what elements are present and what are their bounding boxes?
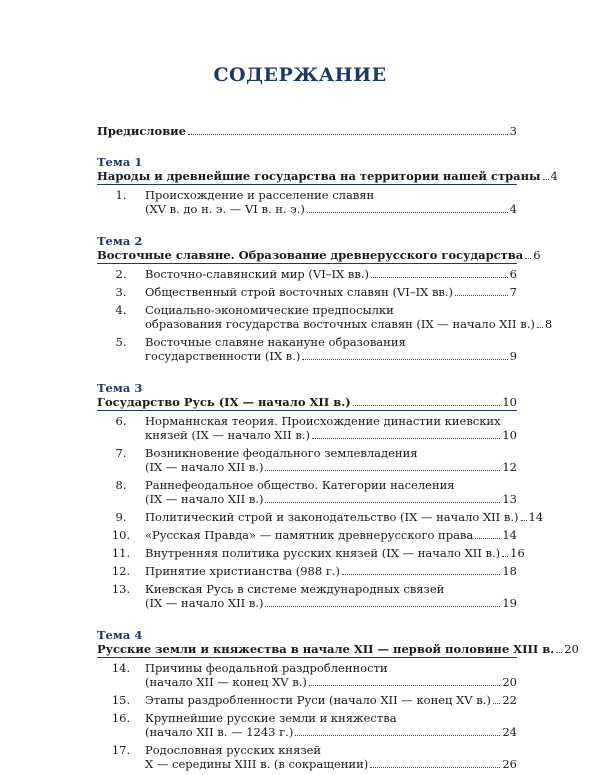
page-number: 20 [564,642,579,656]
page-number: 14 [502,528,517,542]
topic-title-row[interactable] [97,169,558,185]
toc-entry[interactable] [97,188,517,216]
topic-title-row[interactable] [97,248,541,264]
entry-text-line: Социально-экономические предпосылки [145,303,394,317]
entry-text: Принятие христианства (988 г.) [145,564,341,578]
entry-text: «Русская Правда» — памятник древнерусского права [145,528,474,542]
dot-leader [493,703,501,704]
dot-leader [543,179,549,180]
entry-last-line [145,596,517,610]
topic-title: Государство Русь (IX — начало XII в.) [97,395,351,409]
entry-body [145,188,517,216]
toc-entry[interactable] [97,693,517,707]
dot-leader [265,606,500,607]
entry-text: Восточно-славянский мир (VI–IX вв.) [145,267,369,281]
dot-leader [302,359,507,360]
page-number: 4 [550,169,558,183]
page-number: 6 [509,267,517,281]
entry-last-line [145,317,552,331]
entry-last-line [145,349,517,363]
dot-leader [265,502,500,503]
page-number: 10 [502,395,517,409]
dot-leader [455,295,508,296]
entry-last-line [145,546,525,560]
entry-body [145,711,517,739]
toc-entry[interactable] [97,743,517,771]
page-number: 14 [528,510,544,524]
entry-text: Общественный строй восточных славян (VI–IX вв.) [145,285,454,299]
topic-label: Тема 3 [97,381,143,395]
entry-body [145,546,525,560]
entry-last-line [145,725,517,739]
dot-leader [188,134,508,135]
entry-last-line [145,675,517,689]
entry-body [145,693,517,707]
entry-text-line: Происхождение и расселение славян [145,188,375,202]
entry-number: 15. [111,693,131,707]
entry-text: Этапы раздробленности Руси (начало XII — конец XV в.) [145,693,491,707]
page-number: 13 [502,492,517,506]
entry-text: (IX — начало XII в.) [145,492,264,506]
entry-body [145,743,517,771]
dot-leader [342,574,500,575]
page-number: 7 [509,285,517,299]
topic-title: Народы и древнейшие государства на территории нашей страны [97,169,541,183]
entry-text: князей (IX — начало XII в.) [145,428,310,442]
entry-text-line: Причины феодальной раздробленности [145,661,388,675]
entry-last-line [145,757,517,771]
topics-list [97,155,579,771]
entry-text: (IX — начало XII в.) [145,460,264,474]
entry-number: 2. [115,267,127,281]
dot-leader [265,470,500,471]
entry-last-line [145,202,517,216]
entry-body [145,285,517,299]
entry-text-line: Восточные славяне накануне образования [145,335,406,349]
entry-last-line [145,492,517,506]
page-number: 19 [502,596,517,610]
topic-title: Восточные славяне. Образование древнерусского государства [97,248,524,262]
entry-body [145,564,517,578]
entry-number: 13. [111,582,131,596]
entry-number: 5. [115,335,127,349]
topic-title-row[interactable] [97,642,579,658]
dot-leader [521,520,527,521]
entry-number: 16. [111,711,131,725]
entry-text: образования государства восточных славян (IX — начало XII в.) [145,317,535,331]
entry-number: 7. [115,446,127,460]
section-gap [97,614,517,628]
toc-entry[interactable] [97,267,517,281]
entry-text: (IX — начало XII в.) [145,596,264,610]
entry-body [145,446,517,474]
entry-number: 17. [111,743,131,757]
entry-number: 10. [111,528,131,542]
entry-last-line [145,285,517,299]
page-number: 16 [510,546,525,560]
page-number: 12 [502,460,517,474]
entry-number: 12. [111,564,131,578]
entry-text: государственности (IX в.) [145,349,301,363]
toc-topic [97,155,558,216]
entry-last-line [145,564,517,578]
dot-leader [475,538,500,539]
dot-leader [537,327,543,328]
entry-text: Политический строй и законодательство (IX — начало XII в.) [145,510,519,524]
topic-title-row[interactable] [97,395,517,411]
entry-number: 14. [111,661,131,675]
entry-body [145,528,517,542]
toc-entry[interactable] [97,711,517,739]
entry-body [145,582,517,610]
entry-text: X — середины XIII в. (в сокращении) [145,757,369,771]
toc-entry[interactable] [97,661,517,689]
entry-body [145,510,543,524]
dot-leader [370,767,500,768]
page-number: 22 [502,693,517,707]
dot-leader [502,556,508,557]
section-gap [97,220,517,234]
toc-preface[interactable] [97,124,517,138]
entry-last-line [145,428,517,442]
toc-entry[interactable] [97,528,517,542]
toc-entry[interactable] [97,303,553,331]
topic-label: Тема 4 [97,628,143,642]
entry-number: 6. [115,414,127,428]
topic-title: Русские земли и княжества в начале XII — первой половине XIII в. [97,642,555,656]
page-number: 24 [502,725,517,739]
entry-text-line: Крупнейшие русские земли и княжества [145,711,397,725]
topic-label: Тема 2 [97,234,143,248]
entry-text: Внутренняя политика русских князей (IX — начало XII в.) [145,546,501,560]
toc-topic [97,234,553,363]
entry-text-line: Норманнская теория. Происхождение династии киевских [145,414,501,428]
dot-leader [295,735,500,736]
entry-last-line [145,528,517,542]
entry-number: 8. [115,478,127,492]
dot-leader [307,212,508,213]
entry-number: 1. [115,188,127,202]
entry-text: (начало XII в. — 1243 г.) [145,725,294,739]
page-number: 8 [544,317,553,331]
entry-text: (начало XII — конец XV в.) [145,675,307,689]
preface-label: Предисловие [97,124,187,138]
entry-body [145,303,552,331]
page-number: 9 [509,349,517,363]
page-number: 18 [502,564,517,578]
table-of-contents [97,124,579,775]
entry-text-line: Родословная русских князей [145,743,322,757]
entry-last-line [145,510,543,524]
entry-number: 9. [115,510,127,524]
toc-entry[interactable] [97,510,544,524]
entry-last-line [145,267,517,281]
entry-body [145,478,517,506]
toc-entry[interactable] [97,285,517,299]
dot-leader [556,652,562,653]
dot-leader [309,685,501,686]
entry-body [145,335,517,363]
entry-number: 11. [111,546,131,560]
toc-entry[interactable] [97,582,517,610]
toc-entry[interactable] [97,478,517,506]
topic-label: Тема 1 [97,155,143,169]
dot-leader [371,277,508,278]
page-number: 4 [509,202,517,216]
entry-body [145,414,517,442]
section-gap [97,367,517,381]
page-title: СОДЕРЖАНИЕ [213,64,387,86]
toc-entry[interactable] [97,446,517,474]
entry-last-line [145,693,517,707]
dot-leader [353,405,501,406]
page-number: 3 [509,124,517,138]
entry-text-line: Возникновение феодального землевладения [145,446,418,460]
dot-leader [525,258,531,259]
entry-text: (XV в. до н. э. — VI в. н. э.) [145,202,305,216]
page-number: 20 [502,675,517,689]
entry-text-line: Киевская Русь в системе международных связей [145,582,445,596]
toc-entry[interactable] [97,564,517,578]
entry-number: 4. [115,303,127,317]
toc-topic [97,381,544,610]
entry-number: 3. [115,285,127,299]
toc-entry[interactable] [97,335,517,363]
page-number: 6 [533,248,541,262]
entry-text-line: Раннефеодальное общество. Категории населения [145,478,455,492]
toc-entry[interactable] [97,546,525,560]
page-number: 26 [502,757,517,771]
page-number: 10 [502,428,517,442]
entry-body [145,661,517,689]
entry-last-line [145,460,517,474]
dot-leader [312,438,500,439]
entry-body [145,267,517,281]
toc-entry[interactable] [97,414,517,442]
